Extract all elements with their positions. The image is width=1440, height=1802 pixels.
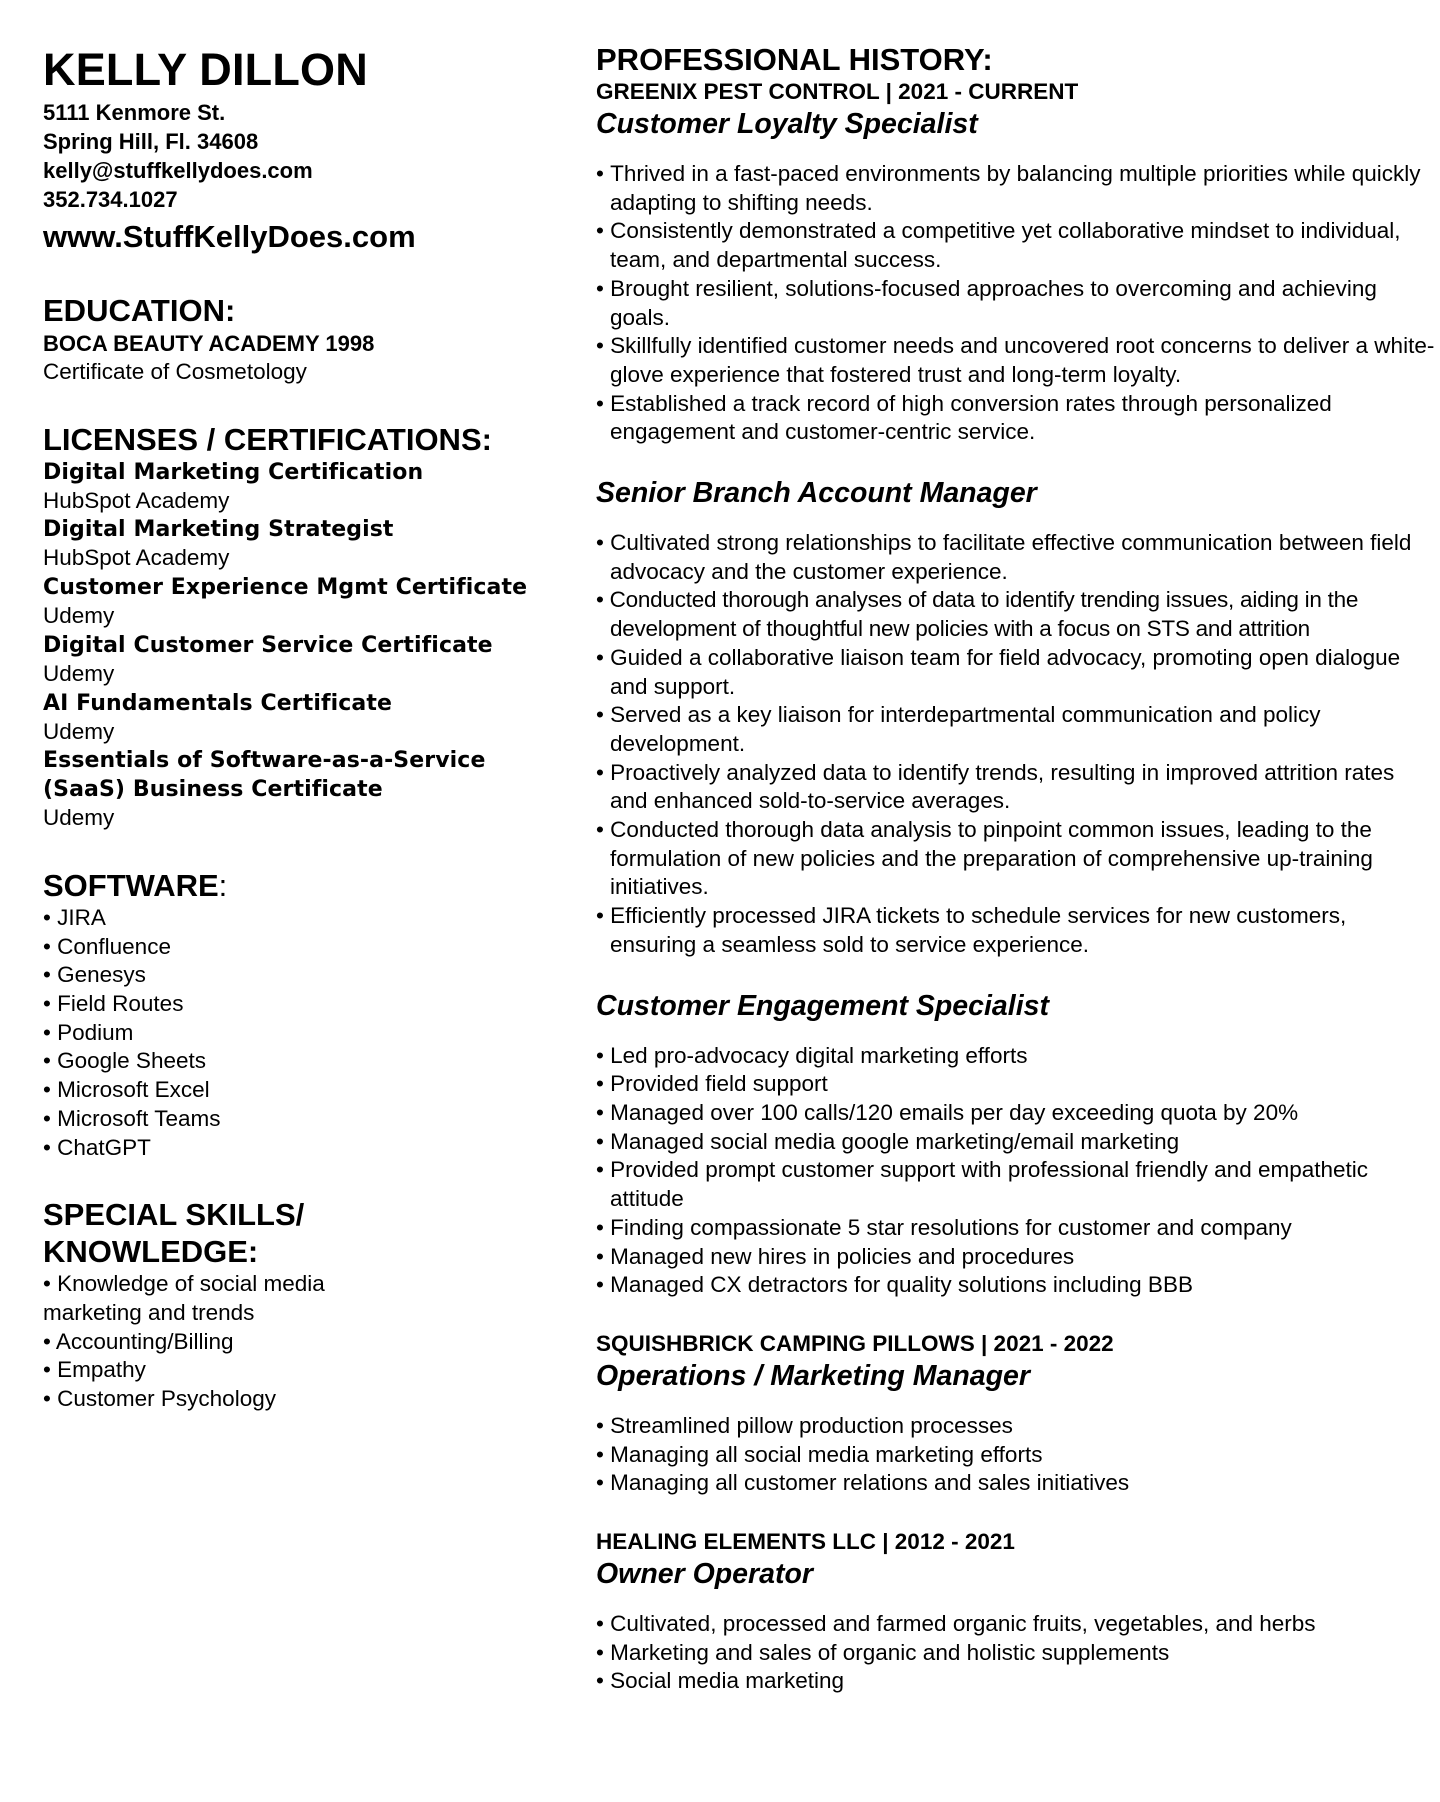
cert-issuer: HubSpot Academy — [43, 545, 230, 571]
list-item: • Provided field support — [596, 1070, 1436, 1099]
cert-name: Digital Customer Service Certificate — [43, 632, 493, 658]
list-item: • JIRA — [43, 904, 106, 930]
job-block — [596, 1330, 1436, 1498]
list-item: • Managing all social media marketing efforts — [596, 1441, 1436, 1470]
software-title — [43, 867, 563, 904]
list-item: • Accounting/Billing — [43, 1328, 234, 1354]
cert-issuer: Udemy — [43, 603, 115, 629]
list-item: • Skillfully identified customer needs and uncovered root concerns to deliver a white-glove experience that fostered trust and long-term loyalty. — [596, 332, 1436, 389]
list-item: • Managed new hires in policies and procedures — [596, 1243, 1436, 1272]
cert-issuer: HubSpot Academy — [43, 487, 230, 513]
cert-name: Digital Marketing Certification — [43, 459, 424, 485]
list-item: • Thrived in a fast-paced environments by balancing multiple priorities while quickly adapting to shifting needs. — [596, 160, 1436, 217]
list-item: • Cultivated strong relationships to facilitate effective communication between field advocacy and the customer experience. — [596, 529, 1436, 586]
list-item: • Managed social media google marketing/email marketing — [596, 1128, 1436, 1157]
list-item: • Managed over 100 calls/120 emails per day exceeding quota by 20% — [596, 1099, 1436, 1128]
cert-name: Digital Marketing Strategist — [43, 517, 394, 543]
right-column — [596, 42, 1436, 1696]
company-healing-elements: HEALING ELEMENTS LLC | 2012 - 2021 — [596, 1529, 1015, 1555]
skills-list — [43, 1270, 563, 1414]
list-item: • Provided prompt customer support with professional friendly and empathetic attitude — [596, 1156, 1436, 1213]
list-item: • Managed CX detractors for quality solutions including BBB — [596, 1271, 1436, 1300]
list-item: • Established a track record of high conversion rates through personalized engagement and customer-centric service. — [596, 390, 1436, 447]
cert-issuer: Udemy — [43, 660, 115, 686]
software-list — [43, 904, 563, 1162]
address-line2: Spring Hill, Fl. 34608 — [43, 129, 259, 154]
bullet-list — [596, 1610, 1436, 1696]
list-item: • Finding compassionate 5 star resolutions for customer and company — [596, 1214, 1436, 1243]
list-item: • Efficiently processed JIRA tickets to schedule services for new customers, ensuring a seamless sold to service experience. — [596, 902, 1436, 959]
list-item: • Google Sheets — [43, 1048, 206, 1074]
role-title: Customer Loyalty Specialist — [596, 108, 978, 140]
list-item: • Microsoft Excel — [43, 1077, 210, 1103]
list-item: • Conducted thorough analyses of data to identify trending issues, aiding in the development of thoughtful new policies with a focus on STS and attrition — [596, 586, 1436, 643]
list-item: • Consistently demonstrated a competitive yet collaborative mindset to individual, team, and departmental success. — [596, 217, 1436, 274]
skills-title-line1: SPECIAL SKILLS/ — [43, 1197, 305, 1233]
list-item: • Microsoft Teams — [43, 1105, 221, 1131]
list-item: • Social media marketing — [596, 1667, 1436, 1696]
list-item: • Knowledge of social media — [43, 1271, 325, 1297]
education-school: BOCA BEAUTY ACADEMY 1998 — [43, 331, 375, 356]
skills-title-line2: KNOWLEDGE: — [43, 1234, 259, 1270]
list-item: • Field Routes — [43, 991, 184, 1017]
role-block — [596, 475, 1436, 960]
left-column — [43, 42, 563, 1414]
company-greenix: GREENIX PEST CONTROL | 2021 - CURRENT — [596, 79, 1079, 104]
list-item: • Streamlined pillow production processes — [596, 1412, 1436, 1441]
role-title: Senior Branch Account Manager — [596, 477, 1037, 510]
list-item: • Customer Psychology — [43, 1386, 276, 1412]
history-title: PROFESSIONAL HISTORY: — [596, 42, 993, 77]
website: www.StuffKellyDoes.com — [43, 219, 416, 254]
list-item: marketing and trends — [43, 1299, 255, 1325]
list-item: • Managing all customer relations and sales initiatives — [596, 1469, 1436, 1498]
job-block — [596, 1528, 1436, 1696]
phone: 352.734.1027 — [43, 187, 178, 212]
cert-issuer: Udemy — [43, 805, 115, 831]
bullet-list — [596, 1042, 1436, 1300]
role-title: Customer Engagement Specialist — [596, 989, 1049, 1022]
list-item: • ChatGPT — [43, 1134, 151, 1160]
list-item: • Genesys — [43, 962, 146, 988]
list-item: • Podium — [43, 1019, 134, 1045]
list-item: • Guided a collaborative liaison team for field advocacy, promoting open dialogue and support. — [596, 644, 1436, 701]
role-block — [596, 106, 1436, 447]
bullet-list — [596, 529, 1436, 960]
education-degree: Certificate of Cosmetology — [43, 359, 307, 384]
software-title-colon: : — [218, 867, 228, 903]
address-line1: 5111 Kenmore St. — [43, 100, 226, 125]
list-item: • Confluence — [43, 933, 171, 959]
cert-name: Customer Experience Mgmt Certificate — [43, 575, 528, 601]
education-section — [43, 292, 563, 387]
bullet-list — [596, 160, 1436, 447]
bullet-list — [596, 1412, 1436, 1498]
email: kelly@stuffkellydoes.com — [43, 158, 313, 183]
role-title: Owner Operator — [596, 1558, 813, 1591]
licenses-title: LICENSES / CERTIFICATIONS: — [43, 421, 492, 457]
company-squishbrick: SQUISHBRICK CAMPING PILLOWS | 2021 - 2022 — [596, 1330, 1114, 1356]
cert-name: Essentials of Software-as-a-Service — [43, 748, 486, 774]
education-title: EDUCATION: — [43, 293, 236, 328]
cert-issuer: Udemy — [43, 718, 115, 744]
list-item: • Cultivated, processed and farmed organic fruits, vegetables, and herbs — [596, 1610, 1436, 1639]
cert-name-continued: (SaaS) Business Certificate — [43, 777, 383, 803]
software-title-text: SOFTWARE — [43, 867, 219, 903]
role-title: Operations / Marketing Manager — [596, 1359, 1030, 1392]
list-item: • Marketing and sales of organic and holistic supplements — [596, 1639, 1436, 1668]
list-item: • Served as a key liaison for interdepartmental communication and policy development. — [596, 701, 1436, 758]
candidate-name: KELLY DILLON — [43, 44, 368, 95]
skills-section — [43, 1196, 563, 1414]
licenses-section — [43, 421, 563, 833]
role-block — [596, 988, 1436, 1300]
list-item: • Empathy — [43, 1357, 146, 1383]
cert-name: AI Fundamentals Certificate — [43, 690, 392, 716]
list-item: • Brought resilient, solutions-focused approaches to overcoming and achieving goals. — [596, 275, 1436, 332]
list-item: • Led pro-advocacy digital marketing efforts — [596, 1042, 1436, 1071]
list-item: • Conducted thorough data analysis to pinpoint common issues, leading to the formulation of new policies and the preparation of comprehensive up-training initiatives. — [596, 816, 1436, 902]
list-item: • Proactively analyzed data to identify trends, resulting in improved attrition rates and enhanced sold-to-service averages. — [596, 759, 1436, 816]
software-section — [43, 867, 563, 1162]
